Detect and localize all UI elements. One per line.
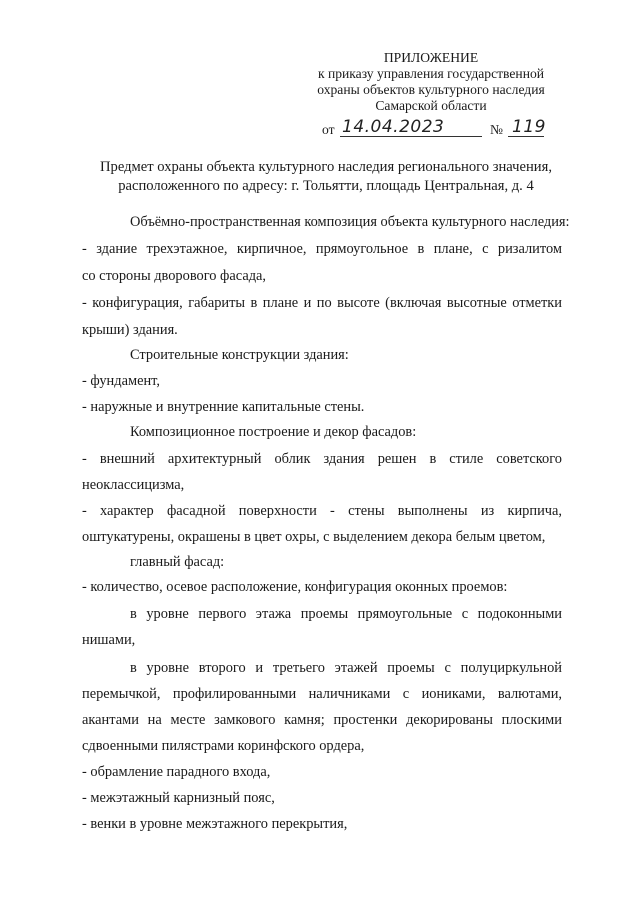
- body-line-19: перемычкой, профилированными наличниками с иониками, валютами,: [82, 686, 562, 702]
- appendix-heading: ПРИЛОЖЕНИЕ: [383, 50, 479, 65]
- date-prefix: от: [322, 122, 335, 137]
- body-line-9: Композиционное построение и декор фасадов:: [130, 424, 417, 440]
- appendix-line-3: Самарской области: [375, 98, 487, 113]
- order-date-number-line: [322, 117, 562, 140]
- body-line-7: - фундамент,: [82, 373, 160, 389]
- body-line-11: неоклассицизма,: [82, 477, 185, 493]
- body-line-10: - внешний архитектурный облик здания решен в стиле советского: [82, 451, 562, 467]
- appendix-line-2: охраны объектов культурного наследия: [317, 82, 545, 97]
- handwritten-number: 119: [512, 117, 546, 137]
- body-line-20: акантами на месте замкового камня; простенки декорированы плоскими: [82, 712, 562, 728]
- appendix-line-1: к приказу управления государственной: [317, 66, 545, 81]
- handwritten-date: 14.04.2023: [342, 117, 445, 137]
- body-line-5: крыши) здания.: [82, 322, 178, 338]
- body-line-12: - характер фасадной поверхности - стены выполнены из кирпича,: [82, 503, 562, 519]
- date-underline: [340, 136, 482, 137]
- body-line-18: в уровне второго и третьего этажей проемы с полуциркульной: [130, 660, 562, 676]
- body-line-13: оштукатурены, окрашены в цвет охры, с выделением декора белым цветом,: [82, 529, 546, 545]
- body-line-3: со стороны дворового фасада,: [82, 268, 267, 284]
- number-underline: [508, 136, 544, 137]
- body-line-24: - венки в уровне межэтажного перекрытия,: [82, 816, 348, 832]
- body-line-23: - межэтажный карнизный пояс,: [82, 790, 275, 806]
- body-line-21: сдвоенными пилястрами коринфского ордера,: [82, 738, 365, 754]
- body-line-22: - обрамление парадного входа,: [82, 764, 271, 780]
- document-title-line-2: расположенного по адресу: г. Тольятти, площадь Центральная, д. 4: [118, 178, 534, 194]
- body-line-4: - конфигурация, габариты в плане и по высоте (включая высотные отметки: [82, 295, 562, 311]
- body-line-17: нишами,: [82, 632, 136, 648]
- body-line-1: Объёмно-пространственная композиция объекта культурного наследия:: [130, 214, 570, 230]
- body-line-14: главный фасад:: [130, 554, 225, 570]
- body-line-16: в уровне первого этажа проемы прямоугольные с подоконными: [130, 606, 562, 622]
- body-line-8: - наружные и внутренние капитальные стены.: [82, 399, 365, 415]
- body-line-6: Строительные конструкции здания:: [130, 347, 349, 363]
- number-prefix: №: [490, 122, 503, 137]
- body-line-2: - здание трехэтажное, кирпичное, прямоугольное в плане, с ризалитом: [82, 241, 562, 257]
- document-title-line-1: Предмет охраны объекта культурного наследия регионального значения,: [100, 159, 552, 175]
- body-line-15: - количество, осевое расположение, конфигурация оконных проемов:: [82, 579, 508, 595]
